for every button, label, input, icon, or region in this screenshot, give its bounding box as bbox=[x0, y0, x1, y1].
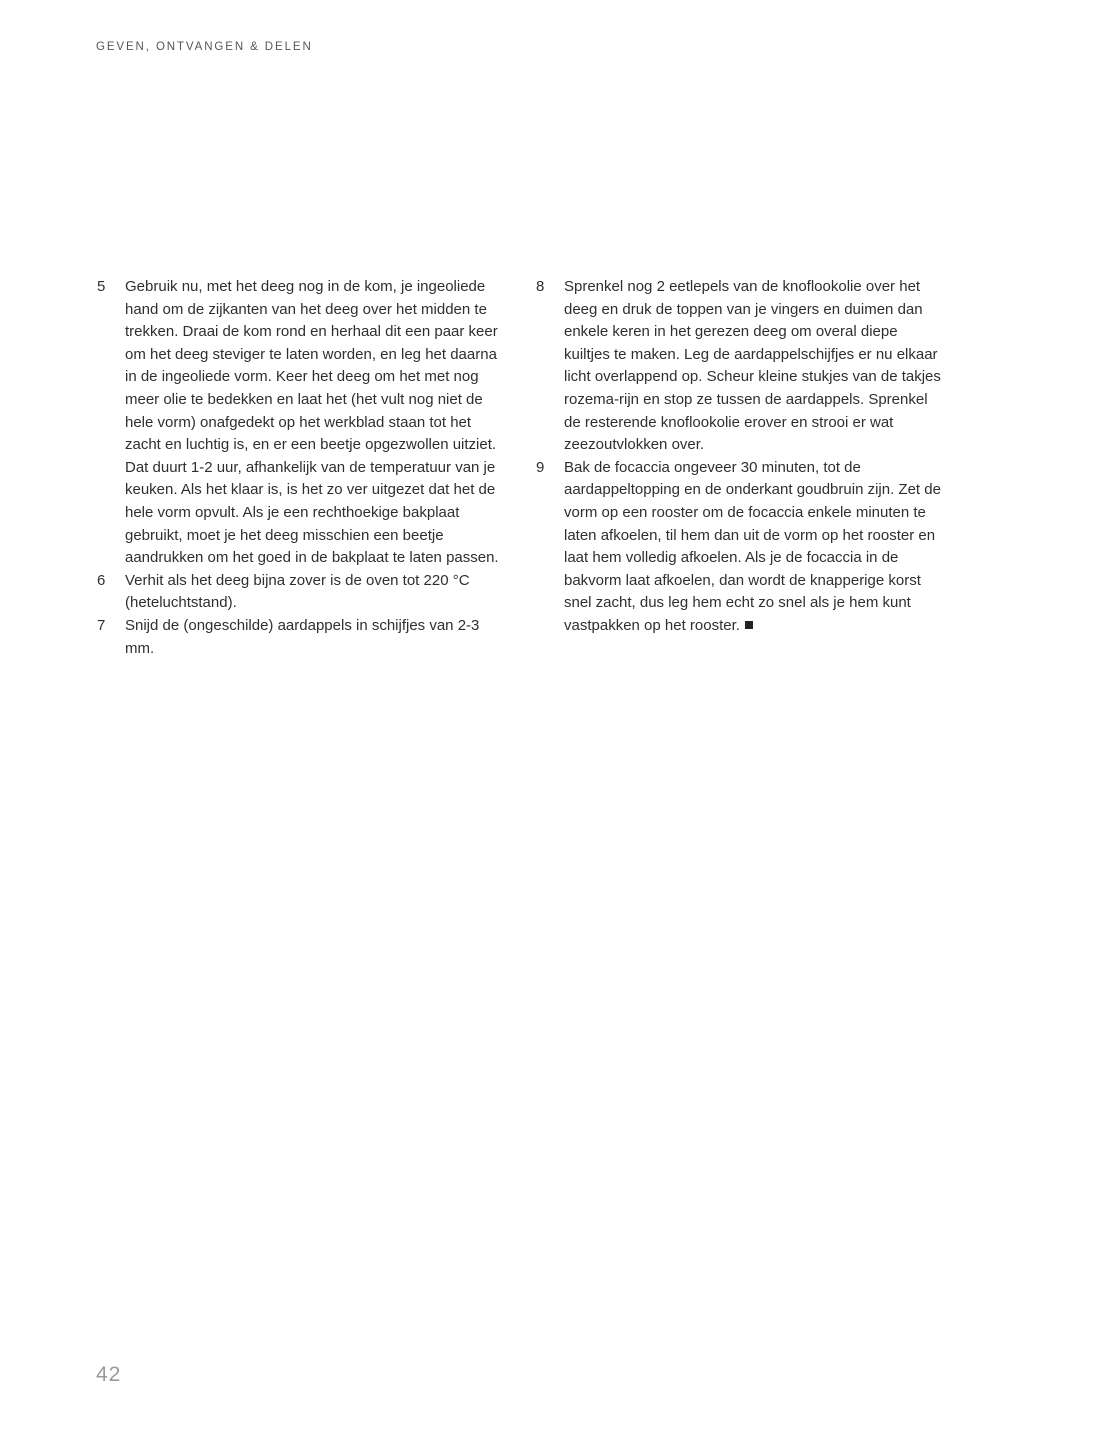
running-header: GEVEN, ONTVANGEN & DELEN bbox=[96, 41, 313, 53]
step-number: 7 bbox=[97, 616, 106, 634]
recipe-step-8 bbox=[536, 276, 946, 457]
step-text: Verhit als het deeg bijna zover is de oven tot 220 °C (heteluchtstand). bbox=[125, 571, 470, 612]
step-text-body: Bak de focaccia ongeveer 30 minuten, tot de aardappeltopping en de onderkant goudbruin zijn. Zet de vorm op een rooster om de focaccia enkele minuten te laten afkoelen, til hem dan uit de vorm op het rooster en laat hem volledig afkoelen. Als je de focaccia in de bakvorm laat afkoelen, dan wordt de knapperige korst snel zacht, dus leg hem echt zo snel als je hem kunt vastpakken op het rooster. bbox=[564, 458, 941, 634]
step-number: 8 bbox=[536, 278, 545, 295]
step-number: 9 bbox=[536, 458, 545, 476]
end-of-recipe-square-icon bbox=[745, 621, 753, 629]
step-text bbox=[564, 457, 946, 638]
step-text: Snijd de (ongeschilde) aardappels in schijfjes van 2-3 mm. bbox=[125, 616, 480, 657]
step-text: Sprenkel nog 2 eetlepels van de knoflookolie over het deeg en druk de toppen van je vingers en duimen dan enkele keren in het gerezen deeg om overal diepe kuiltjes te maken. Leg de aardappelschijfjes er nu elkaar licht overlappend op. Scheur kleine stukjes van de takjes rozema-rijn en stop ze tussen de aardappels. Sprenkel de resterende knoflookolie erover en strooi er wat zeezoutvlokken over. bbox=[564, 278, 941, 454]
recipe-step-5 bbox=[97, 276, 507, 570]
recipe-step-7 bbox=[97, 615, 507, 660]
recipe-step-6 bbox=[97, 570, 507, 615]
recipe-steps-right-column bbox=[536, 276, 946, 638]
step-text: Gebruik nu, met het deeg nog in de kom, je ingeoliede hand om de zijkanten van het deeg over het midden te trekken. Draai de kom rond en herhaal dit een paar keer om het deeg steviger te laten worden, en leg het daarna in de ingeoliede vorm. Keer het deeg om het met nog meer olie te bedekken en laat het (het vult nog niet de hele vorm) onafgedekt op het werkblad staan tot het zacht en luchtig is, en er een beetje opgezwollen uitziet. Dat duurt 1-2 uur, afhankelijk van de temperatuur van je keuken. Als het klaar is, is het zo ver uitgezet dat het de hele vorm opvult. Als je een rechthoekige bakplaat gebruikt, moet je het deeg misschien een beetje aandrukken om het goed in de bakplaat te laten passen. bbox=[125, 278, 499, 567]
page-number: 42 bbox=[96, 1363, 122, 1386]
step-number: 6 bbox=[97, 571, 106, 589]
step-number: 5 bbox=[97, 278, 106, 295]
recipe-steps-left-column bbox=[97, 276, 507, 660]
recipe-step-9 bbox=[536, 457, 946, 638]
